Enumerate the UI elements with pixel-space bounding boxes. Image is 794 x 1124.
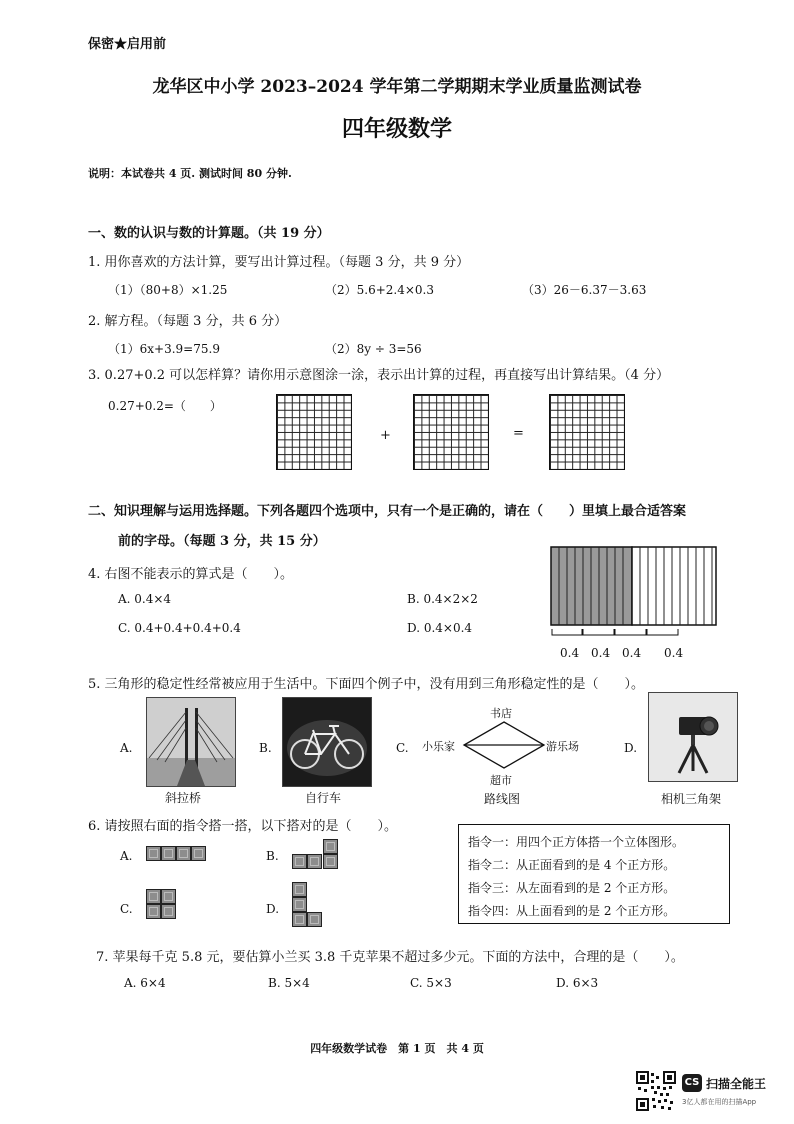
q7-option-d[interactable]: D. 6×3 <box>556 976 599 990</box>
section1-heading: 一、数的认识与数的计算题。（共 19 分） <box>88 226 330 241</box>
q3-expression: 0.27+0.2=（ ） <box>108 399 222 413</box>
q1-part-b: （2）5.6+2.4×0.3 <box>325 283 434 297</box>
q5-caption-d: 相机三角架 <box>661 792 722 806</box>
q1-part-c: （3）26－6.37－3.63 <box>522 283 647 297</box>
instruction-1: 指令一：用四个正方体搭一个立体图形。 <box>468 835 685 849</box>
camera-tripod-photo <box>648 692 738 782</box>
q5-option-b[interactable]: B. <box>259 741 272 755</box>
q7-stem: 7. 苹果每千克 5.8 元，要估算小兰买 3.8 千克苹果不超过多少元。下面的方法中，合理的是（ ）。 <box>96 950 684 965</box>
page-footer: 四年级数学试卷 第 1 页 共 4 页 <box>310 1042 484 1055</box>
strip-label-4: 0.4 <box>664 646 684 660</box>
section2-heading-line1: 二、知识理解与运用选择题。下列各题四个选项中，只有一个是正确的，请在（ ）里填上最合适答案 <box>88 504 687 519</box>
q5-option-c[interactable]: C. <box>396 741 409 755</box>
q1-stem: 1. 用你喜欢的方法计算，要写出计算过程。（每题 3 分，共 9 分） <box>88 255 470 270</box>
q4-option-c[interactable]: C. 0.4+0.4+0.4+0.4 <box>118 621 241 635</box>
q4-option-a[interactable]: A. 0.4×4 <box>118 592 172 606</box>
q5-caption-b: 自行车 <box>305 791 342 805</box>
bicycle-photo <box>282 697 372 787</box>
qr-code-icon <box>636 1071 676 1111</box>
q4-stem: 4. 右图不能表示的算式是（ ）。 <box>88 567 294 582</box>
q7-option-b[interactable]: B. 5×4 <box>268 976 310 990</box>
q4-option-d[interactable]: D. 0.4×0.4 <box>407 621 473 635</box>
instruction-4: 指令四：从上面看到的是 2 个正方形。 <box>468 904 676 918</box>
brand-tagline: 3亿人都在用的扫描App <box>682 1098 757 1106</box>
map-label-home: 小乐家 <box>422 740 455 753</box>
cable-bridge-photo <box>146 697 236 787</box>
instruction-2: 指令二：从正面看到的是 4 个正方形。 <box>468 858 676 872</box>
exam-note: 说明：本试卷共 4 页. 测试时间 80 分钟. <box>88 167 292 180</box>
q5-option-a[interactable]: A. <box>120 741 133 755</box>
q7-option-c[interactable]: C. 5×3 <box>410 976 452 990</box>
q5-option-d[interactable]: D. <box>624 741 638 755</box>
q2-part-a: （1）6x+3.9=75.9 <box>108 342 220 356</box>
strip-label-3: 0.4 <box>622 646 642 660</box>
q7-option-a[interactable]: A. 6×4 <box>124 976 166 990</box>
plus-sign: + <box>380 428 391 443</box>
q4-option-b[interactable]: B. 0.4×2×2 <box>407 592 478 606</box>
strip-label-2: 0.4 <box>591 646 611 660</box>
q1-part-a: （1）（80+8）×1.25 <box>108 283 228 297</box>
confidential-mark: 保密★启用前 <box>88 37 167 52</box>
exam-title: 龙华区中小学 2023–2024 学年第二学期期末学业质量监测试卷 <box>152 77 642 97</box>
strip-label-1: 0.4 <box>560 646 580 660</box>
q6-stem: 6. 请按照右面的指令搭一搭，以下搭对的是（ ）。 <box>88 819 398 834</box>
q5-caption-c: 路线图 <box>484 792 521 806</box>
map-label-market: 超市 <box>490 774 512 787</box>
equals-sign: = <box>513 426 524 441</box>
q5-caption-a: 斜拉桥 <box>165 791 202 805</box>
q2-stem: 2. 解方程。（每题 3 分，共 6 分） <box>88 314 288 329</box>
route-map-rhombus <box>462 718 546 772</box>
camscanner-logo-icon: CS <box>682 1074 702 1092</box>
section2-heading-line2: 前的字母。（每题 3 分，共 15 分） <box>118 534 326 549</box>
q2-part-b: （2）8y ÷ 3=56 <box>325 342 422 356</box>
instruction-3: 指令三：从左面看到的是 2 个正方形。 <box>468 881 676 895</box>
exam-subject: 四年级数学 <box>341 116 452 142</box>
q3-stem: 3. 0.27+0.2 可以怎样算？请你用示意图涂一涂，表示出计算的过程，再直接写出计算结果。（4 分） <box>88 368 670 383</box>
hundred-grid-3[interactable] <box>549 394 625 470</box>
q6-option-d[interactable]: D. <box>266 902 280 916</box>
brand-name: 扫描全能王 <box>706 1077 767 1091</box>
hundred-grid-2[interactable] <box>413 394 489 470</box>
map-label-bookstore: 书店 <box>490 707 512 720</box>
q6-option-b[interactable]: B. <box>266 849 279 863</box>
q5-stem: 5. 三角形的稳定性经常被应用于生活中。下面四个例子中，没有用到三角形稳定性的是（ ）。 <box>88 677 645 692</box>
hundred-grid-1[interactable] <box>276 394 352 470</box>
map-label-park: 游乐场 <box>546 740 579 753</box>
q6-option-a[interactable]: A. <box>120 849 133 863</box>
q6-option-c[interactable]: C. <box>120 902 133 916</box>
